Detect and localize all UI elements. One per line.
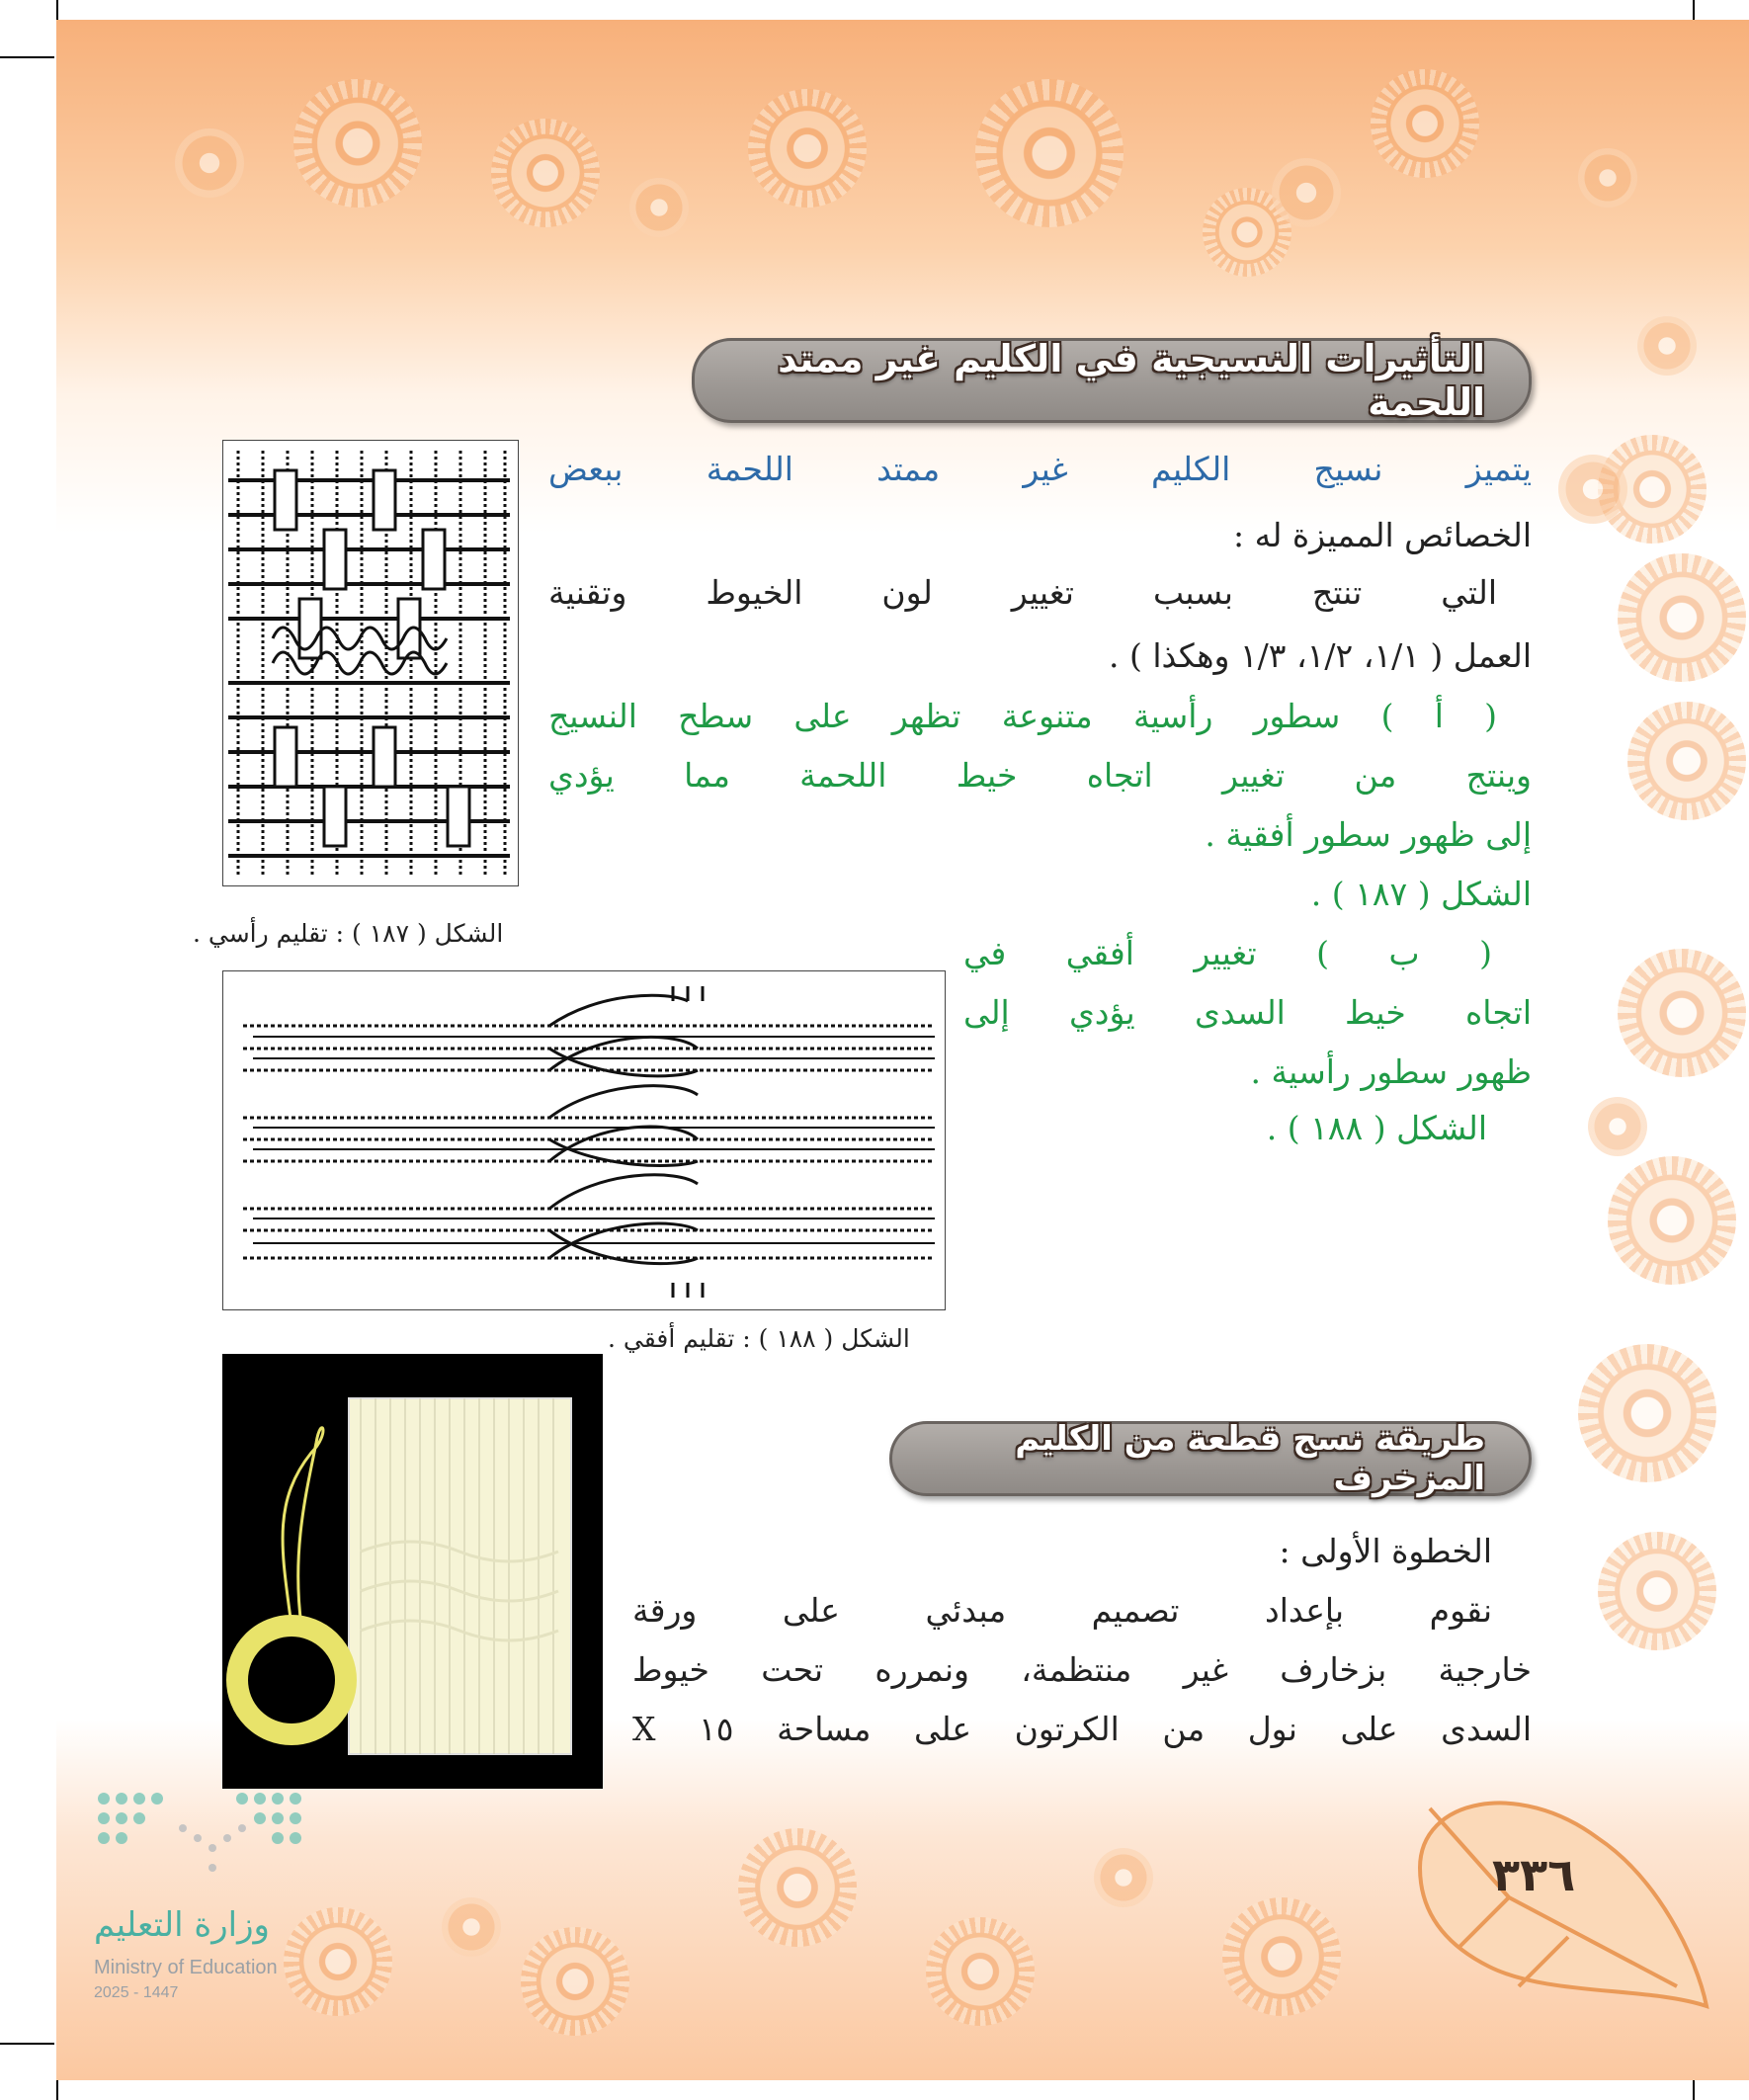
- ministry-logo-arabic: وزارة التعليم: [94, 1905, 270, 1945]
- step-line-2: خارجية بزخارف غير منتظمة، ونمرره تحت خيوط: [632, 1650, 1532, 1689]
- heading-text: التأثيرات النسيجية في الكليم غير ممتد اللحمة: [778, 337, 1485, 424]
- crop-mark: [0, 2043, 54, 2045]
- flower-ornament: [748, 89, 867, 208]
- figure-187-vertical-stripes: [222, 440, 519, 886]
- loom-with-yarn-image: [222, 1354, 603, 1789]
- figure-188-caption: الشكل ( ١٨٨ ) : تقليم أفقي .: [608, 1324, 910, 1353]
- dot-ornament: [629, 178, 689, 237]
- crop-mark: [0, 56, 54, 58]
- ministry-logo-dots-icon: [94, 1779, 311, 1897]
- item-b-line-2: اتجاه خيط السدى يؤدي إلى: [963, 993, 1532, 1032]
- step-line-3: السدى على نول من الكرتون على مساحة ١٥ X: [632, 1710, 1532, 1748]
- page-number: ٣٣٦: [1492, 1848, 1576, 1901]
- effects-line-2: العمل ( ١/١، ١/٢، ١/٣ وهكذا ) .: [1109, 636, 1532, 675]
- section-heading-weaving-method: [889, 1421, 1532, 1496]
- step-line-1: نقوم بإعداد تصميم مبدئي على ورقة: [632, 1591, 1492, 1630]
- flower-ornament: [1627, 702, 1746, 820]
- item-a-line-3: إلى ظهور سطور أفقية .: [1205, 815, 1532, 854]
- item-b-line-1: ( ب ) تغيير أفقي في: [963, 934, 1492, 972]
- dot-ornament: [1558, 455, 1627, 524]
- heading-text: طريقة نسج قطعة من الكليم المزخرف: [1015, 1419, 1485, 1498]
- dot-ornament: [1578, 148, 1637, 208]
- flower-ornament: [1618, 553, 1746, 682]
- flower-ornament: [293, 79, 422, 208]
- flower-ornament: [738, 1828, 857, 1947]
- figure-187-caption: الشكل ( ١٨٧ ) : تقليم رأسي .: [193, 919, 504, 948]
- section-heading-kilim-effects: [692, 338, 1532, 423]
- flower-ornament: [975, 79, 1124, 227]
- ministry-logo-english: Ministry of Education: [94, 1957, 278, 1978]
- item-b-line-3: ظهور سطور رأسية .: [1250, 1052, 1532, 1091]
- flower-ornament: [1222, 1897, 1341, 2016]
- intro-line-2: الخصائص المميزة له :: [1233, 516, 1532, 554]
- flower-ornament: [1608, 1156, 1736, 1285]
- flower-ornament: [491, 119, 600, 227]
- loom-photo: [222, 1354, 603, 1789]
- flower-ornament: [1618, 949, 1746, 1077]
- weave-diagram-horizontal: [223, 971, 945, 1309]
- dot-ornament: [175, 128, 244, 198]
- dot-ornament: [1637, 316, 1697, 376]
- ministry-logo-year: 2025 - 1447: [94, 1984, 179, 2001]
- dot-ornament: [1588, 1097, 1647, 1156]
- effects-line-1: التي تنتج بسبب تغيير لون الخيوط وتقنية: [548, 573, 1497, 612]
- weave-diagram-vertical: [223, 441, 518, 885]
- flower-ornament: [1578, 1344, 1716, 1482]
- dot-ornament: [1094, 1848, 1153, 1907]
- item-a-line-2: وينتج من تغيير اتجاه خيط اللحمة مما يؤدي: [548, 756, 1532, 795]
- item-b-figure-ref: الشكل ( ١٨٨ ) .: [1266, 1109, 1487, 1147]
- item-a-line-1: ( أ ) سطور رأسية متنوعة تظهر على سطح النسيج: [548, 697, 1497, 735]
- figure-188-horizontal-stripes: [222, 970, 946, 1310]
- intro-line-1: يتميز نسيج الكليم غير ممتد اللحمة ببعض: [548, 450, 1532, 488]
- flower-ornament: [1371, 69, 1479, 178]
- flower-ornament: [284, 1907, 392, 2016]
- item-a-figure-ref: الشكل ( ١٨٧ ) .: [1310, 875, 1532, 913]
- flower-ornament: [926, 1917, 1035, 2026]
- step-title: الخطوة الأولى :: [1279, 1532, 1492, 1570]
- dot-ornament: [442, 1897, 501, 1957]
- flower-ornament: [1598, 1532, 1716, 1650]
- flower-ornament: [521, 1927, 629, 2036]
- dot-ornament: [1272, 158, 1341, 227]
